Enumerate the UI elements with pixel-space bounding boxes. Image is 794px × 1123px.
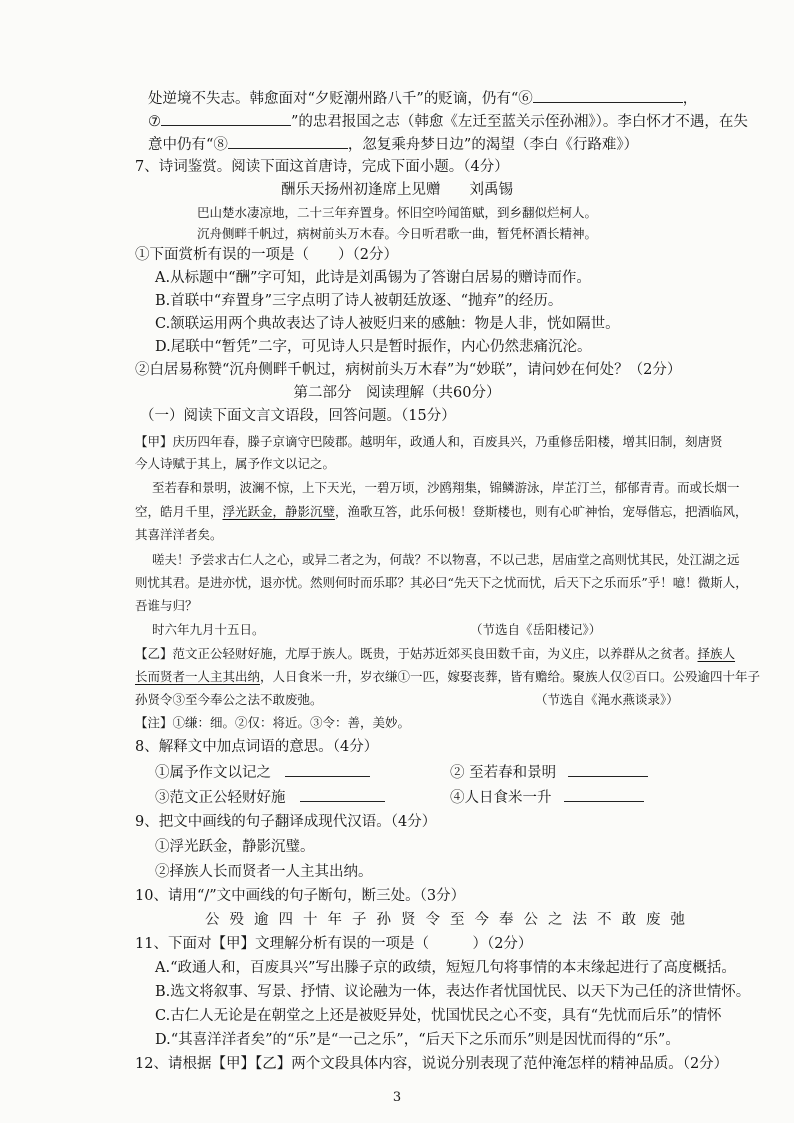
option-7-a: A.从标题中“酬”字可知，此诗是刘禹锡为了答谢白居易的赠诗而作。 xyxy=(155,270,591,286)
option-7-b: B.首联中“弃置身”三字点明了诗人被朝廷放逐、“抛弃”的经历。 xyxy=(155,293,563,309)
question-10: 10、请用“/”文中画线的句子断句，断三处。（3分） xyxy=(135,888,466,904)
passage-jia-2: 今人诗赋于其上，属予作文以记之。 xyxy=(135,456,336,471)
passage-jia-7: 则忧其君。是进亦忧，退亦忧。然则何时而乐耶？其必曰“先天下之忧而忧，后天下之乐而乐”乎！噫！微斯人， xyxy=(135,575,748,590)
fill-line-2 xyxy=(148,111,756,133)
question-7-2: ②白居易称赞“沉舟侧畔千帆过，病树前头万木春”为“妙联”，请问妙在何处？（2分） xyxy=(135,362,682,378)
option-11-d: D.“其喜洋洋者矣”的“乐”是“一己之乐”，“后天下之乐而乐”则是因忧而得的“乐”。 xyxy=(155,1032,680,1048)
passage-jia-4 xyxy=(135,501,756,522)
question-9: 9、把文中画线的句子翻译成现代汉语。（4分） xyxy=(135,814,437,830)
option-11-b: B.选文将叙事、写景、抒情、议论融为一体，表达作者忧国忧民、以天下为己任的济世情怀。 xyxy=(155,984,751,1000)
question-9-2: ②择族人长而贤者一人主其出纳。 xyxy=(155,864,373,880)
question-9-1: ①浮光跃金，静影沉璧。 xyxy=(155,839,315,855)
underlined-sentence-2b: 长而贤者一人主其出纳 xyxy=(135,669,261,684)
passage-yi-2 xyxy=(135,666,761,687)
underlined-sentence-1: 浮光跃金，静影沉璧 xyxy=(222,504,336,519)
annotation-note: 【注】①缣：细。②仅：将近。③令：善，美妙。 xyxy=(135,715,411,730)
source-1: （节选自《岳阳楼记》） xyxy=(470,622,602,637)
answer-blank-7[interactable] xyxy=(161,111,291,126)
answer-blank-8-4[interactable] xyxy=(564,787,644,802)
passage-yi-3: 孙贤令③至今奉公之法不敢废弛。 xyxy=(135,692,323,707)
part-two-heading: 第二部分 阅读理解（共60分） xyxy=(293,385,501,401)
answer-blank-8-2[interactable] xyxy=(568,762,648,777)
option-11-c: C.古仁人无论是在朝堂之上还是被贬异处，忧国忧民之心不变，具有“先忧而后乐”的情怀 xyxy=(155,1008,722,1024)
source-2: （节选自《渑水燕谈录》） xyxy=(535,692,679,707)
option-11-a: A.“政通人和，百废具兴”写出滕子京的政绩，短短几句将事情的本末缘起进行了高度概括。 xyxy=(155,960,736,976)
answer-blank-6[interactable] xyxy=(533,88,683,103)
option-7-c: C.颔联运用两个典故表达了诗人被贬归来的感触：物是人非，恍如隔世。 xyxy=(155,316,620,332)
question-11: 11、下面对【甲】文理解分析有误的一项是（ ）（2分） xyxy=(135,936,533,952)
text: 【乙】范文正公轻财好施，尤厚于族人。既贵，于姑苏近郊买良田数千亩，为义庄，以养群从之贫者。 xyxy=(135,646,698,661)
answer-blank-8[interactable] xyxy=(228,134,348,149)
text: ② 至若春和景明 xyxy=(450,765,557,781)
text: ，渔歌互答，此乐何极！登斯楼也，则有心旷神怡，宠辱偕忘，把酒临风， xyxy=(335,504,748,519)
text: ①属予作文以记之 xyxy=(155,765,271,781)
text: ④人日食米一升 xyxy=(450,790,552,806)
question-8-2 xyxy=(450,762,756,784)
option-7-d: D.尾联中“暂凭”二字，可见诗人只是暂时振作，内心仍然悲痛沉沦。 xyxy=(155,339,592,355)
question-10-sentence: 公殁逾四十年子孙贤令至今奉公之法不敢废弛 xyxy=(205,912,695,928)
passage-jia-6: 嗟夫！予尝求古仁人之心，或异二者之为，何哉？不以物喜，不以己悲，居庙堂之高则忧其民，处江湖之远 xyxy=(152,552,740,567)
text: ⑦ xyxy=(148,114,161,130)
question-8-4 xyxy=(450,787,756,809)
text: 空，皓月千里， xyxy=(135,504,223,519)
text: ， xyxy=(682,91,698,107)
question-12: 12、请根据【甲】【乙】两个文段具体内容，说说分别表现了范仲淹怎样的精神品质。（2分） xyxy=(135,1056,729,1072)
passage-jia-8: 吾谁与归？ xyxy=(135,598,198,613)
section-1-heading: （一）阅读下面文言文语段，回答问题。（15分） xyxy=(140,408,456,424)
passage-jia-3: 至若春和景明，波澜不惊，上下天光，一碧万顷，沙鸥翔集，锦鳞游泳，岸芷汀兰，郁郁青青。而或长烟一 xyxy=(152,480,740,495)
answer-blank-8-3[interactable] xyxy=(300,787,385,802)
passage-jia-1: 【甲】庆历四年春，滕子京谪守巴陵郡。越明年，政通人和，百废具兴，乃重修岳阳楼，增其旧制，刻唐贤 xyxy=(135,434,723,449)
underlined-sentence-2a: 择族人 xyxy=(697,646,736,661)
page-number: 3 xyxy=(392,1090,402,1105)
text: 处逆境不失志。韩愈面对“夕贬潮州路八千”的贬谪，仍有“⑥ xyxy=(148,91,533,107)
fill-line-1 xyxy=(148,88,756,110)
poem-line-2: 沉舟侧畔千帆过，病树前头万木春。今日听君歌一曲，暂凭杯酒长精神。 xyxy=(196,226,597,241)
poem-line-1: 巴山楚水凄凉地，二十三年弃置身。怀旧空吟闻笛赋，到乡翻似烂柯人。 xyxy=(196,205,597,220)
text: ③范文正公轻财好施 xyxy=(155,790,286,806)
answer-blank-8-1[interactable] xyxy=(285,762,370,777)
question-7: 7、诗词鉴赏。阅读下面这首唐诗，完成下面小题。（4分） xyxy=(135,159,509,175)
text: ，忽复乘舟梦日边”的渴望（李白《行路难》） xyxy=(347,137,639,153)
text: ”的忠君报国之志（韩愈《左迁至蓝关示侄孙湘》）。李白怀才不遇，在失 xyxy=(291,114,748,130)
passage-yi-1 xyxy=(135,643,756,664)
poem-title: 酬乐天扬州初逢席上见赠 刘禹锡 xyxy=(281,182,513,198)
question-7-1: ①下面赏析有误的一项是（ ）（2分） xyxy=(135,247,398,263)
passage-jia-9: 时六年九月十五日。 xyxy=(152,622,265,637)
text: ，人日食米一升，岁衣缣①一匹，嫁娶丧葬，皆有赡给。聚族人仅②百口。公殁逾四十年子 xyxy=(260,669,761,684)
text: 意中仍有“⑧ xyxy=(148,137,228,153)
question-8: 8、解释文中加点词语的意思。（4分） xyxy=(135,739,379,755)
passage-jia-5: 其喜洋洋者矣。 xyxy=(135,527,223,542)
fill-line-3 xyxy=(148,134,756,156)
